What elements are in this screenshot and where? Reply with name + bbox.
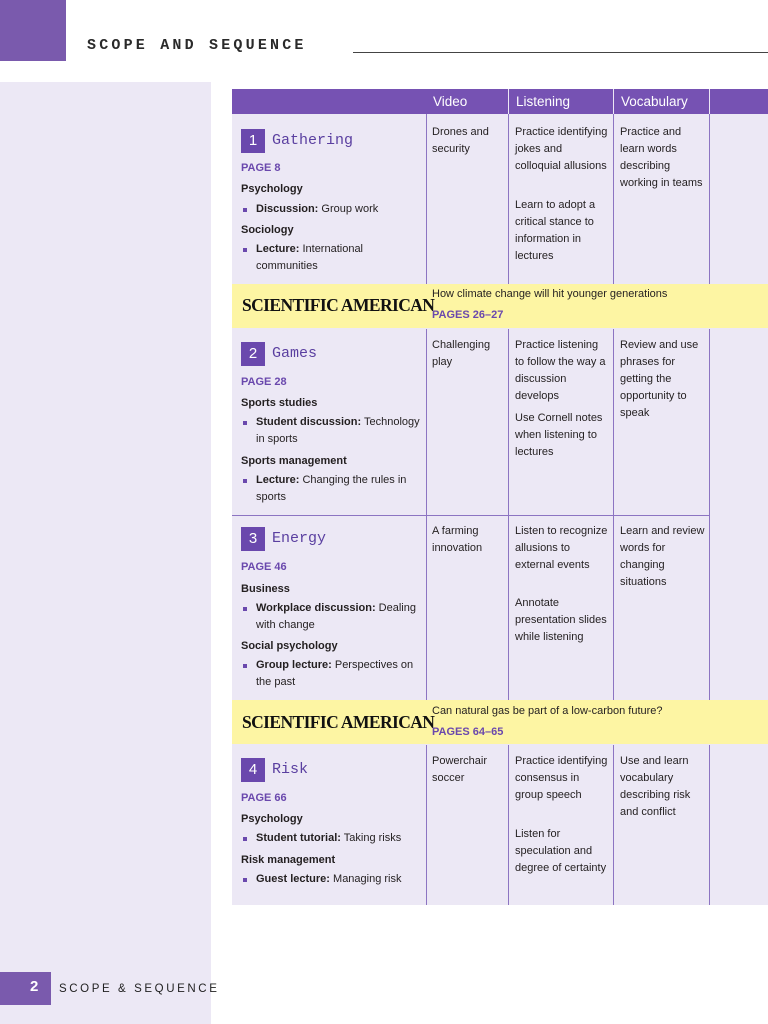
scientific-american-logo: SCIENTIFIC AMERICAN [242, 712, 435, 732]
article-title: Can natural gas be part of a low-carbon future? [432, 705, 663, 717]
scientific-american-logo: SCIENTIFIC AMERICAN [242, 295, 435, 315]
unit-subject: Business [241, 583, 290, 595]
unit-subject: Sports studies [241, 397, 318, 409]
unit-number-badge: 4 [241, 758, 265, 782]
grid-row-divider [232, 515, 709, 516]
header-cell-extra [710, 89, 768, 114]
sidebar-panel [0, 82, 211, 1024]
bullet-icon [243, 664, 247, 668]
unit-activity: Student discussion: Technology in sports [256, 416, 420, 445]
cell-video: Powerchair soccer [432, 755, 488, 784]
unit-number-badge: 3 [241, 527, 265, 551]
header-rule [353, 52, 768, 53]
cell-listening: Practice listening to follow the way a discussion develops [515, 339, 606, 402]
grid-line [426, 114, 427, 284]
cell-listening: Use Cornell notes when listening to lectures [515, 412, 603, 458]
bullet-icon [243, 479, 247, 483]
bullet-icon [243, 878, 247, 882]
unit-title: Gathering [272, 132, 354, 149]
unit-activity: Lecture: International communities [256, 243, 364, 272]
grid-line [613, 745, 614, 905]
unit-activity: Workplace discussion: Dealing with change [256, 602, 416, 631]
unit-subject: Risk management [241, 854, 336, 866]
bullet-icon [243, 837, 247, 841]
cell-listening: Learn to adopt a critical stance to information in lectures [515, 199, 596, 262]
page-header-title: SCOPE AND SEQUENCE [87, 37, 307, 54]
unit-subject: Sociology [241, 224, 294, 236]
cell-listening: Practice identifying consensus in group speech [515, 755, 608, 801]
grid-line [709, 745, 710, 905]
unit-activity: Group lecture: Perspectives on the past [256, 659, 414, 688]
unit-number-badge: 2 [241, 342, 265, 366]
bullet-icon [243, 208, 247, 212]
bullet-icon [243, 421, 247, 425]
grid-line [426, 745, 427, 905]
unit-subject: Social psychology [241, 640, 338, 652]
unit-activity: Lecture: Changing the rules in sports [256, 474, 407, 503]
unit-subject: Psychology [241, 813, 303, 825]
unit-title: Risk [272, 761, 309, 778]
cell-vocabulary: Use and learn vocabulary describing risk and conflict [620, 755, 691, 818]
cell-listening: Listen to recognize allusions to external events [515, 525, 608, 571]
header-listening: Listening [509, 89, 613, 114]
cell-vocabulary: Review and use phrases for getting the opportunity to speak [620, 339, 699, 419]
header-video: Video [426, 89, 508, 114]
cell-video: Challenging play [432, 339, 491, 368]
unit-subject: Sports management [241, 455, 347, 467]
unit-page-ref: PAGE 28 [241, 376, 287, 388]
footer-page-number: 2 [0, 972, 51, 1005]
cell-vocabulary: Learn and review words for changing situations [620, 525, 705, 588]
unit-page-ref: PAGE 46 [241, 561, 287, 573]
cell-video: A farming innovation [432, 525, 483, 554]
unit-title: Games [272, 345, 318, 362]
unit-number-badge: 1 [241, 129, 265, 153]
unit-page-ref: PAGE 66 [241, 792, 287, 804]
footer-label: SCOPE & SEQUENCE [59, 983, 220, 995]
unit-page-ref: PAGE 8 [241, 162, 281, 174]
unit-activity: Student tutorial: Taking risks [256, 832, 402, 844]
grid-line [613, 114, 614, 284]
unit-subject: Psychology [241, 183, 303, 195]
unit-title: Energy [272, 530, 327, 547]
grid-line [508, 114, 509, 284]
bullet-icon [243, 607, 247, 611]
cell-vocabulary: Practice and learn words describing working in teams [620, 126, 703, 189]
bullet-icon [243, 248, 247, 252]
grid-line [508, 745, 509, 905]
unit-activity: Guest lecture: Managing risk [256, 873, 402, 885]
cell-video: Drones and security [432, 126, 489, 155]
article-pages: PAGES 26–27 [432, 309, 504, 321]
cell-listening: Listen for speculation and degree of certainty [515, 828, 607, 874]
article-pages: PAGES 64–65 [432, 726, 504, 738]
header-cell-blank [232, 89, 426, 114]
cell-listening: Practice identifying jokes and colloquial allusions [515, 126, 608, 172]
grid-line [709, 114, 710, 284]
header-vocabulary: Vocabulary [614, 89, 709, 114]
unit-activity: Discussion: Group work [256, 203, 379, 215]
article-title: How climate change will hit younger generations [432, 288, 668, 300]
cell-listening: Annotate presentation slides while listening [515, 597, 607, 643]
corner-tab [0, 0, 66, 61]
grid-line [709, 329, 710, 700]
